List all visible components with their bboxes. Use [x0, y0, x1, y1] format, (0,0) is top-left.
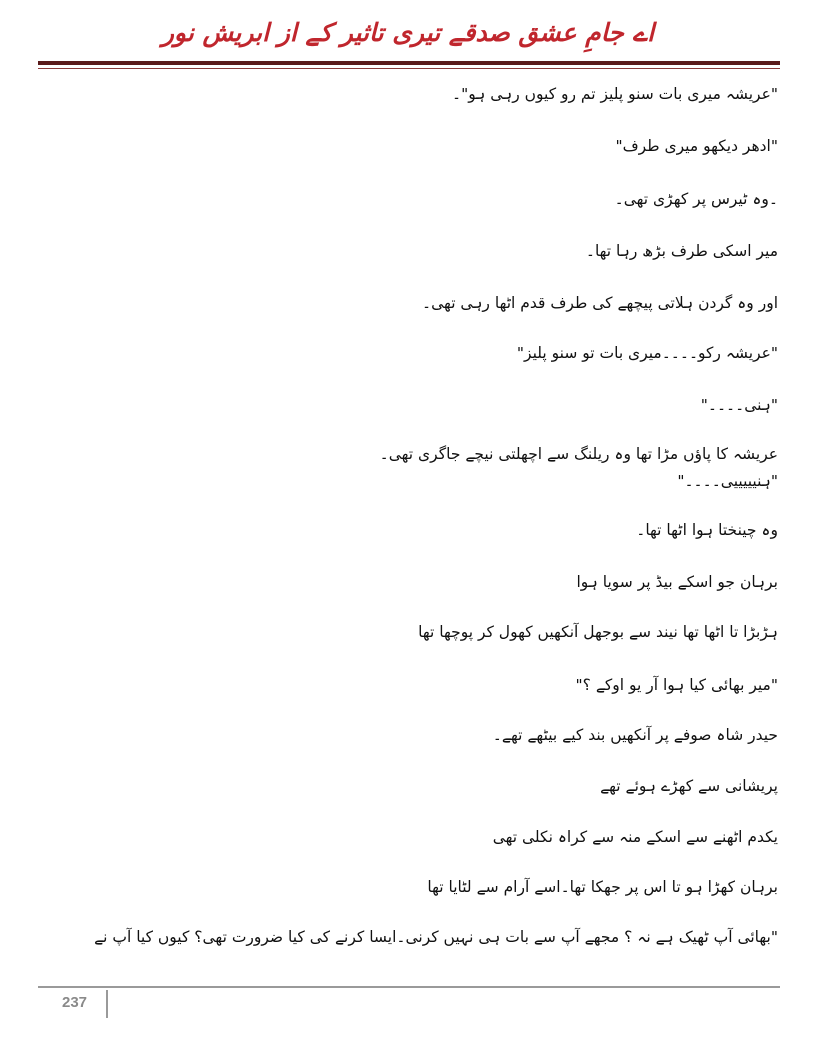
paragraph-line: اور وہ گردن ہلاتی پیچھے کی طرف قدم اٹھا رہی تھی۔	[422, 294, 778, 312]
paragraph-line: "ہنی۔۔۔۔"	[700, 396, 778, 414]
paragraph-line: حیدر شاہ صوفے پر آنکھیں بند کیے بیٹھے تھے۔	[492, 726, 778, 744]
paragraph-line: عریشہ کا پاؤں مڑا تھا وہ ریلنگ سے اچھلتی نیچے جاگری تھی۔	[379, 445, 778, 463]
paragraph-line: ہڑبڑا تا اٹھا تھا نیند سے بوجھل آنکھیں کھول کر پوچھا تھا	[418, 623, 778, 641]
paragraph-line: ۔وہ ٹیرس پر کھڑی تھی۔	[614, 190, 778, 208]
paragraph-line: برہان کھڑا ہو تا اس پر جھکا تھا۔اسے آرام سے لٹایا تھا	[427, 878, 778, 896]
paragraph-line: برہان جو اسکے بیڈ پر سویا ہوا	[576, 573, 778, 591]
paragraph-line: "بھائی آپ ٹھیک ہے نہ ؟ مجھے آپ سے بات ہی نہیں کرنی۔ایسا کرنے کی کیا ضرورت تھی؟ کیوں کیا آپ نے	[94, 928, 778, 946]
paragraph-line: "عریشہ رکو۔۔۔۔میری بات تو سنو پلیز"	[516, 344, 778, 362]
footer-divider	[38, 986, 780, 988]
paragraph-line: "میر بھائی کیا ہوا آر یو اوکے ؟"	[575, 676, 778, 694]
paragraph-line: "عریشہ میری بات سنو پلیز تم رو کیوں رہی ہو"۔	[452, 85, 778, 103]
paragraph-line: یکدم اٹھنے سے اسکے منہ سے کراہ نکلی تھی	[492, 828, 778, 846]
page-number-separator	[106, 990, 108, 1018]
paragraph-line: میر اسکی طرف بڑھ رہا تھا۔	[585, 242, 778, 260]
paragraph-line: "ہنیییییی۔۔۔۔"	[677, 472, 778, 490]
book-title: اے جامِ عشق صدقے تیری تاثیر کے از ابریش نور	[161, 18, 655, 47]
paragraph-line: پریشانی سے کھڑے ہوئے تھے	[600, 777, 778, 795]
page-number: 237	[62, 994, 88, 1011]
paragraph-line: وہ چینختا ہوا اٹھا تھا۔	[636, 521, 778, 539]
page-body	[38, 0, 778, 1000]
paragraph-line: "ادھر دیکھو میری طرف"	[615, 137, 778, 155]
